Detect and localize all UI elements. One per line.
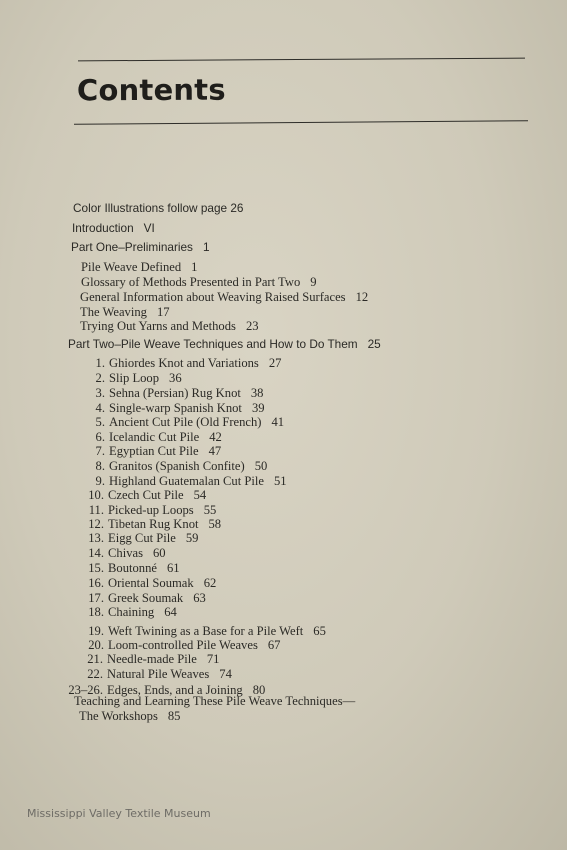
toc-entry-label: Color Illustrations follow page 26 xyxy=(73,201,244,215)
toc-entry-label: Ancient Cut Pile (Old French) xyxy=(109,415,262,429)
toc-entry-label: Granitos (Spanish Confite) xyxy=(109,459,245,473)
toc-entry-number: 6. xyxy=(95,430,105,444)
toc-entry xyxy=(95,371,182,385)
toc-entry xyxy=(88,605,177,619)
toc-entry xyxy=(88,503,217,517)
toc-entry xyxy=(88,531,199,545)
toc-entry-label: Trying Out Yarns and Methods xyxy=(80,319,236,333)
toc-entry xyxy=(88,561,180,575)
toc-entry-label: Teaching and Learning These Pile Weave Techniques— xyxy=(74,694,356,708)
toc-entry-label: Ghiordes Knot and Variations xyxy=(109,356,259,370)
toc-entry-label: Czech Cut Pile xyxy=(108,488,184,502)
toc-entry-label: Edges, Ends, and a Joining xyxy=(107,683,243,697)
toc-entry-page: 58 xyxy=(208,517,222,531)
toc-entry-label: Single-warp Spanish Knot xyxy=(109,401,242,415)
toc-entry-page: 67 xyxy=(267,638,281,652)
toc-entry-label: Sehna (Persian) Rug Knot xyxy=(109,386,241,400)
toc-entry xyxy=(95,356,282,370)
toc-entry-number: 2. xyxy=(95,371,105,385)
toc-entry xyxy=(88,517,222,531)
toc-entry-number: 8. xyxy=(95,459,105,473)
toc-entry-label: Eigg Cut Pile xyxy=(108,531,176,545)
toc-entry xyxy=(88,638,281,652)
toc-entry-label: Weft Twining as a Base for a Pile Weft xyxy=(108,624,304,638)
toc-entry-label: Tibetan Rug Knot xyxy=(108,517,199,531)
toc-entry-number: 7. xyxy=(95,444,105,458)
toc-entry xyxy=(80,305,170,319)
toc-entry-page: 23 xyxy=(245,319,259,333)
toc-entry xyxy=(87,652,220,666)
toc-entry-number: 1. xyxy=(95,356,105,370)
toc-entry-number: 19. xyxy=(88,624,104,638)
toc-entry-label: Needle-made Pile xyxy=(107,652,197,666)
toc-entry-page: 27 xyxy=(268,356,282,370)
toc-entry-label: The Weaving xyxy=(80,305,147,319)
toc-entry-label: Picked-up Loops xyxy=(108,503,194,517)
toc-entry-number: 14. xyxy=(88,546,104,560)
toc-entry-label: Loom-controlled Pile Weaves xyxy=(108,638,258,652)
toc-entry-page: 36 xyxy=(169,371,182,385)
toc-entry-label: Part Two–Pile Weave Techniques and How to Do Them xyxy=(68,337,358,351)
toc-entry xyxy=(72,221,155,235)
toc-entry-page: 1 xyxy=(202,240,210,254)
toc-entry-label: Egyptian Cut Pile xyxy=(109,444,199,458)
toc-entry-number: 9. xyxy=(95,474,105,488)
toc-entry xyxy=(81,260,197,274)
toc-entry-label: Icelandic Cut Pile xyxy=(109,430,200,444)
toc-entry-page: 61 xyxy=(166,561,180,575)
toc-entry-page: 54 xyxy=(193,488,207,502)
toc-entry-number: 15. xyxy=(88,561,104,575)
toc-entry-page: 74 xyxy=(219,667,232,681)
toc-entry-label: Natural Pile Weaves xyxy=(107,667,210,681)
toc-entry xyxy=(95,386,264,400)
toc-entry-number: 20. xyxy=(88,638,104,652)
toc-entry-page: 42 xyxy=(209,430,222,444)
toc-entry xyxy=(80,319,259,333)
toc-entry-label: Part One–Preliminaries xyxy=(71,240,193,254)
toc-entry-number: 22. xyxy=(87,667,103,681)
toc-entry xyxy=(88,591,206,605)
toc-entry-page: 59 xyxy=(185,531,199,545)
toc-entry xyxy=(88,624,326,638)
toc-entry-label: Pile Weave Defined xyxy=(81,260,182,274)
toc-entry-page: 41 xyxy=(271,415,285,429)
toc-entry-number: 11. xyxy=(88,503,104,517)
toc-entry xyxy=(81,275,317,289)
toc-entry-label: Chaining xyxy=(108,605,155,619)
page-title: Contents xyxy=(76,72,226,108)
toc-entry-page: 60 xyxy=(152,546,166,560)
toc-entry-page: 71 xyxy=(206,652,220,666)
toc-entry-number: 23–26. xyxy=(68,683,103,697)
toc-entry-page: 9 xyxy=(310,275,317,289)
toc-entry xyxy=(80,290,368,304)
toc-entry-label: Oriental Soumak xyxy=(108,576,194,590)
toc-entry xyxy=(95,401,265,415)
toc-entry-label: Introduction xyxy=(72,221,134,235)
toc-entry-label: Slip Loop xyxy=(109,371,160,385)
toc-entry xyxy=(74,694,355,708)
toc-entry-number: 3. xyxy=(95,386,105,400)
toc-entry xyxy=(88,576,217,590)
toc-entry-label: Boutonné xyxy=(108,561,157,575)
toc-entry xyxy=(88,488,207,502)
toc-entry-page: 51 xyxy=(273,474,287,488)
toc-entry-page: 39 xyxy=(251,401,265,415)
toc-entry-number: 5. xyxy=(95,415,105,429)
toc-entry-number: 12. xyxy=(88,517,104,531)
toc-entry xyxy=(95,474,287,488)
toc-entry xyxy=(95,444,222,458)
toc-entry-page: 47 xyxy=(208,444,222,458)
toc-entry-page: 17 xyxy=(156,305,170,319)
toc-entry xyxy=(88,546,166,560)
toc-entry-number: 10. xyxy=(88,488,104,502)
toc-entry-page: VI xyxy=(143,221,155,235)
toc-entry xyxy=(79,709,180,723)
toc-entry-page: 55 xyxy=(203,503,217,517)
toc-entry-page: 65 xyxy=(313,624,326,638)
toc-entry-label: Greek Soumak xyxy=(108,591,184,605)
toc-entry xyxy=(95,459,268,473)
toc-entry-page: 38 xyxy=(250,386,264,400)
toc-entry xyxy=(71,240,210,254)
toc-entry xyxy=(68,337,381,351)
toc-entry-page: 64 xyxy=(164,605,177,619)
toc-entry-page: 1 xyxy=(191,260,198,274)
toc-entry-label: Glossary of Methods Presented in Part Two xyxy=(81,275,301,289)
toc-entry-number: 4. xyxy=(95,401,105,415)
toc-entry-number: 21. xyxy=(87,652,103,666)
toc-entry xyxy=(95,415,285,429)
toc-entry-label: Highland Guatemalan Cut Pile xyxy=(109,474,264,488)
toc-entry-page: 62 xyxy=(203,576,217,590)
toc-entry-page: 63 xyxy=(193,591,206,605)
toc-entry-label: Chivas xyxy=(108,546,143,560)
toc-entry-number: 18. xyxy=(88,605,104,619)
toc-entry-page: 25 xyxy=(367,337,381,351)
toc-entry-number: 13. xyxy=(88,531,104,545)
toc-entry-label: General Information about Weaving Raised Surfaces xyxy=(80,290,346,304)
toc-entry xyxy=(95,430,222,444)
watermark: Mississippi Valley Textile Museum xyxy=(27,807,211,820)
toc-entry-page: 85 xyxy=(167,709,181,723)
toc-entry-number: 16. xyxy=(88,576,104,590)
toc-entry-page: 12 xyxy=(355,290,369,304)
toc-entry xyxy=(87,667,232,681)
toc-entry-page: 80 xyxy=(252,683,266,697)
toc-entry-number: 17. xyxy=(88,591,104,605)
toc-entry-page: 50 xyxy=(254,459,268,473)
toc-entry-label: The Workshops xyxy=(79,709,158,723)
toc-entry xyxy=(73,201,244,215)
